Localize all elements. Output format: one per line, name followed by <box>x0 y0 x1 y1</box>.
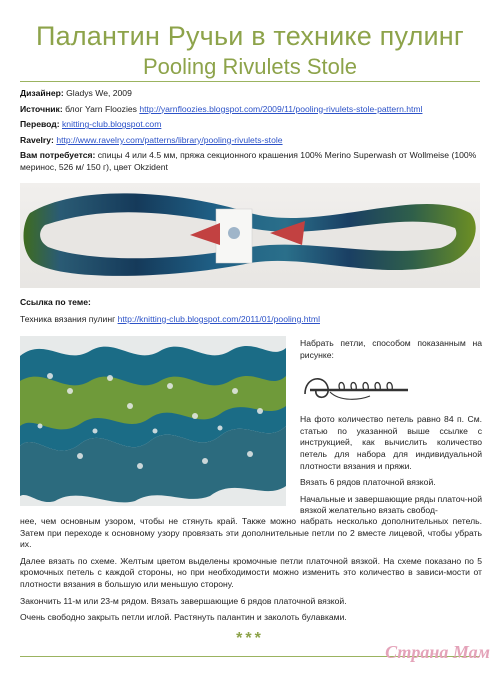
edge-tip-continued: нее, чем основным узором, чтобы не стянуть край. Также можно набрать несколько дополнительных петель. Затем при переходе к основному узору провязать эти дополнительные петли по 2 вместе лицевой, чтобы убрать их. <box>20 516 482 550</box>
source-label: Источник: <box>20 103 63 114</box>
instructions-column <box>300 338 482 517</box>
cast-on-diagram <box>300 366 482 408</box>
source-value: блог Yarn Floozies <box>62 103 140 114</box>
pattern-meta <box>20 88 482 178</box>
topic-text: Техника вязания пулинг <box>20 313 118 324</box>
topic-heading <box>20 297 482 309</box>
topic-section <box>20 297 482 330</box>
designer-value: Gladys We, 2009 <box>63 88 132 98</box>
topic-line <box>20 314 482 326</box>
designer-line <box>20 88 482 100</box>
watermark-logo: Страна Мам <box>385 641 490 662</box>
materials-label: Вам потребуется: <box>20 150 96 161</box>
topic-label: Ссылка по теме: <box>20 297 91 307</box>
translation-line <box>20 119 482 131</box>
chart-instruction: Далее вязать по схеме. Желтым цветом выделены кромочные петли платочной вязкой. На схеме показано по 5 кромочных петель с каждой стороны, но при необходимости можно изменить это количество в зависи-мости от плотности вязания в большую или меньшую сторону. <box>20 555 482 589</box>
source-link[interactable]: http://yarnfloozies.blogspot.com/2009/11/pooling-rivulets-stole-pattern.html <box>139 103 423 114</box>
source-line <box>20 104 482 116</box>
ravelry-label: Ravelry: <box>20 134 54 145</box>
materials-value: спицы 4 или 4.5 мм, пряжа секционного крашения 100% Merino Superwash от Wollmeise (100% меринос, 526 м/ 150 г), цвет Okzident <box>20 150 477 172</box>
stole-lace-photo <box>20 336 286 506</box>
yarn-skein-photo <box>20 183 480 288</box>
ravelry-link[interactable]: http://www.ravelry.com/patterns/library/pooling-rivulets-stole <box>56 134 283 145</box>
finishing-instruction: Закончить 11-м или 23-м рядом. Вязать завершающие 6 рядов платочной вязкой. <box>20 595 347 606</box>
bind-off-instruction: Очень свободно закрыть петли иглой. Растянуть палантин и заколоть булавками. <box>20 612 347 623</box>
title-russian: Палантин Ручьи в технике пулинг <box>36 21 464 51</box>
topic-link[interactable]: http://knitting-club.blogspot.com/2011/01/pooling.html <box>117 313 320 324</box>
instructions-body <box>20 516 482 629</box>
garter-rows-instruction: Вязать 6 рядов платочной вязкой. <box>300 477 436 488</box>
translation-label: Перевод: <box>20 119 60 130</box>
designer-label: Дизайнер: <box>20 88 64 98</box>
cast-on-instruction: Набрать петли, способом показанным на рисунке: <box>300 338 482 360</box>
title-english: Pooling Rivulets Stole <box>142 54 357 79</box>
title-divider <box>20 81 480 82</box>
edge-tip-start: Начальные и завершающие ряды платоч-ной вязкой желательно вязать свобод- <box>300 493 482 516</box>
translation-link[interactable]: knitting-club.blogspot.com <box>62 119 162 130</box>
section-end-stars: *** <box>236 630 264 647</box>
materials-line <box>20 150 482 173</box>
ravelry-line <box>20 135 482 147</box>
stitch-count-note: На фото количество петель равно 84 п. См. статью по указанной выше ссылке с инструкцией, как вычислить количество петель для набора для индивидуальной плотности вязания и пряжи. <box>300 414 482 471</box>
